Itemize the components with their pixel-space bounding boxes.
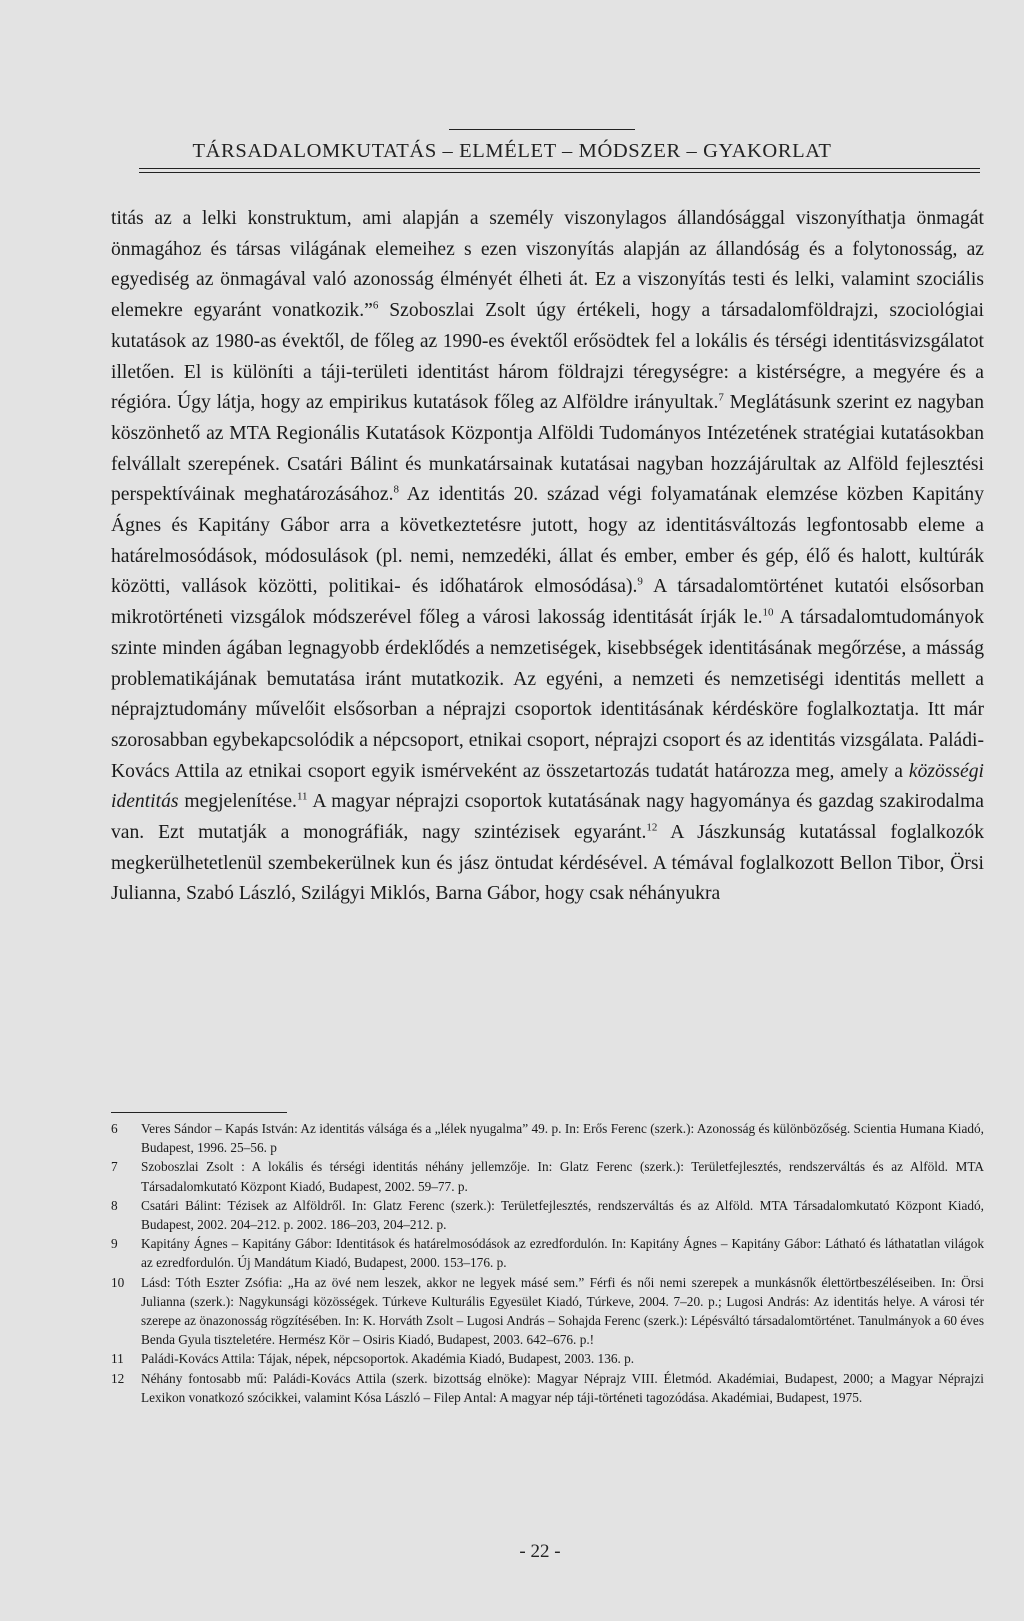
footnote-number: 9	[111, 1236, 118, 1252]
footnote-text: Szoboszlai Zsolt : A lokális és térségi identitás néhány jellemzője. In: Glatz Ferenc (szerk.): Területfejlesztés, rendszerváltás és az Alföld. MTA Társadalomkutató Központ Kiadó, Budapest, 2002. 59–77. p.	[141, 1159, 984, 1194]
header-double-rule	[139, 168, 980, 173]
footnote-ref-10: 10	[762, 606, 774, 619]
footnote-ref-11: 11	[296, 790, 308, 803]
running-header-title: TÁRSADALOMKUTATÁS – ELMÉLET – MÓDSZER – GYAKORLAT	[192, 140, 832, 162]
body-text-segment: Az identitás 20. század végi folyamatának elemzése közben Kapitány Ágnes és Kapitány Gábor arra a következtetésre jutott, hogy az identitásváltozás legfontosabb eleme a határelmosódások, módosulások (pl. nemi, nemzedéki, állat és ember, ember és gép, élő és halott, kultúrák közötti, vallások közötti, politikai- és időhatárok elmosódása).	[111, 484, 985, 598]
body-text-segment: A magyar néprajzi csoportok kutatásának nagy hagyománya és gazdag szakirodalma van. Ezt mutatják a monográfiák, nagy szintézisek egyaránt.	[111, 791, 985, 844]
header-top-rule	[449, 129, 635, 130]
footnote-item	[111, 1273, 984, 1350]
footnote-text: Néhány fontosabb mű: Paládi-Kovács Attila (szerk. bizottság elnöke): Magyar Néprajz VIII. Életmód. Akadémiai, Budapest, 2000; a Magyar Néprajzi Lexikon vonatkozó szócikkei, valamint Kósa László – Filep Antal: A magyar nép táji-történeti tagozódása. Akadémiai, Budapest, 1975.	[141, 1370, 984, 1405]
footnote-item	[111, 1369, 984, 1407]
footnote-number: 6	[111, 1121, 118, 1136]
body-text-segment: A Jászkunság kutatással foglalkozók megkerülhetetlenül szembekerülnek kun és jász öntudat kérdésével. A témával foglalkozott Bellon Tibor, Örsi Julianna, Szabó László, Szilágyi Miklós, Barna Gábor, hogy csak néhányukra	[111, 822, 985, 905]
emphasized-term: közösségi identitás	[111, 760, 984, 813]
footnote-text: Lásd: Tóth Eszter Zsófia: „Ha az övé nem leszek, akkor ne legyek másé sem.” Férfi és női nemi szerepek a munkásnők élettörtbeszéléseiben. In: Örsi Julianna (szerk.): Nagykunsági közösségek. Túrkeve Kulturális Egyesület Kiadó, Túrkeve, 2004. 7–20. p.; Lugosi András: Az identitás helye. A városi tér szerepe az önazonosság rögzítésében. In: K. Horváth Zsolt – Lugosi András – Sohajda Ferenc (szerk.): Lépésváltó társadalomtörténet. Tanulmányok a 60 éves Benda Gyula tiszteletére. Hermész Kör – Osiris Kiadó, Budapest, 2003. 642–676. p.!	[141, 1274, 984, 1348]
footnote-ref-9: 9	[637, 575, 643, 588]
footnote-ref-7: 7	[718, 391, 724, 404]
main-body-text	[111, 204, 984, 910]
footnote-item	[111, 1196, 984, 1234]
footnote-item	[111, 1119, 984, 1157]
footnote-number: 8	[111, 1197, 118, 1213]
footnote-item	[111, 1234, 984, 1272]
footnote-text: Veres Sándor – Kapás István: Az identitás válsága és a „lélek nyugalma” 49. p. In: Erős Ferenc (szerk.): Azonosság és különbözőség. Scientia Humana Kiadó, Budapest, 1996. 25–56. p	[141, 1121, 984, 1156]
footnote-ref-8: 8	[393, 483, 399, 496]
body-text-segment: A társadalomtudományok szinte minden ágában legnagyobb érdeklődés a nemzetiségek, kisebbségek identitásának megőrzése, a másság problematikájának bemutatása iránt mutatkozik. Az egyéni, a nemzeti és nemzetiségi identitás mellett a néprajztudomány művelőit elsősorban a néprajzi csoportok identitásának kérdésköre foglalkoztatja. Itt már szorosabban egybekapcsolódik a népcsoport, etnikai csoport, néprajzi csoport és az identitás vizsgálata. Paládi-Kovács Attila az etnikai csoport egyik ismérveként az összetartozás tudatát határozza meg, amely a	[111, 607, 984, 782]
footnote-number: 7	[111, 1159, 118, 1175]
footnote-number: 11	[111, 1351, 124, 1367]
body-paragraph	[111, 204, 984, 910]
page-number: - 22 -	[519, 1541, 561, 1562]
footnotes-section	[111, 1119, 984, 1407]
footnote-text: Kapitány Ágnes – Kapitány Gábor: Identitások és határelmosódások az ezredfordulón. In: Kapitány Ágnes – Kapitány Gábor: Látható és láthatatlan világok az ezredfordulón. Új Mandátum Kiadó, Budapest, 2000. 153–176. p.	[141, 1236, 984, 1271]
body-text-segment: A társadalomtörténet kutatói elsősorban mikrotörténeti vizsgálok módszerével főleg a városi lakosság identitását írják le.	[111, 576, 984, 629]
footnote-text: Paládi-Kovács Attila: Tájak, népek, népcsoportok. Akadémia Kiadó, Budapest, 2003. 136. p.	[141, 1351, 635, 1367]
footnote-ref-6: 6	[372, 299, 379, 312]
body-text-segment: titás az a lelki konstruktum, ami alapján a személy viszonylagos állandósággal viszonyíthatja önmagát önmagához és társas világának elemeihez s ezen viszonyítás alapján az állandóság és a folytonosság, az egyediség az önmagával való azonosság élményét élheti át. Ez a viszonyítás testi és lelki, valamint szociális elemekre egyaránt vonatkozik.”	[111, 208, 984, 322]
footnote-ref-12: 12	[646, 821, 658, 834]
footnote-item	[111, 1349, 984, 1368]
footnote-separator	[111, 1112, 287, 1113]
footnote-number: 12	[111, 1370, 125, 1386]
body-text-segment: Szoboszlai Zsolt úgy értékeli, hogy a társadalomföldrajzi, szociológiai kutatások az 1980-as évektől, de főleg az 1990-es évektől erősödtek fel a lokális és térségi identitásvizsgálatot illetően. El is különíti a táji-területi identitást három földrajzi téregységre: a kistérségre, a megyére és a régióra. Úgy látja, hogy az empirikus kutatások főleg az Alföldre irányultak.	[111, 300, 984, 414]
body-text-segment: megjelenítése.	[178, 791, 297, 813]
footnote-item	[111, 1157, 984, 1195]
body-text-segment: Meglátásunk szerint ez nagyban köszönhető az MTA Regionális Kutatások Központja Alföldi Tudományos Intézetének stratégiai kutatásokban felvállalt szerepének. Csatári Bálint és munkatársainak kutatásai nagyban hozzájárultak az Alföld fejlesztési perspektíváinak meghatározásához.	[111, 392, 984, 506]
footnote-text: Csatári Bálint: Tézisek az Alföldről. In: Glatz Ferenc (szerk.): Területfejlesztés, rendszerváltás és az Alföld. MTA Társadalomkutató Központ Kiadó, Budapest, 2002. 204–212. p. 2002. 186–203, 204–212. p.	[141, 1197, 984, 1233]
footnote-number: 10	[111, 1274, 125, 1290]
